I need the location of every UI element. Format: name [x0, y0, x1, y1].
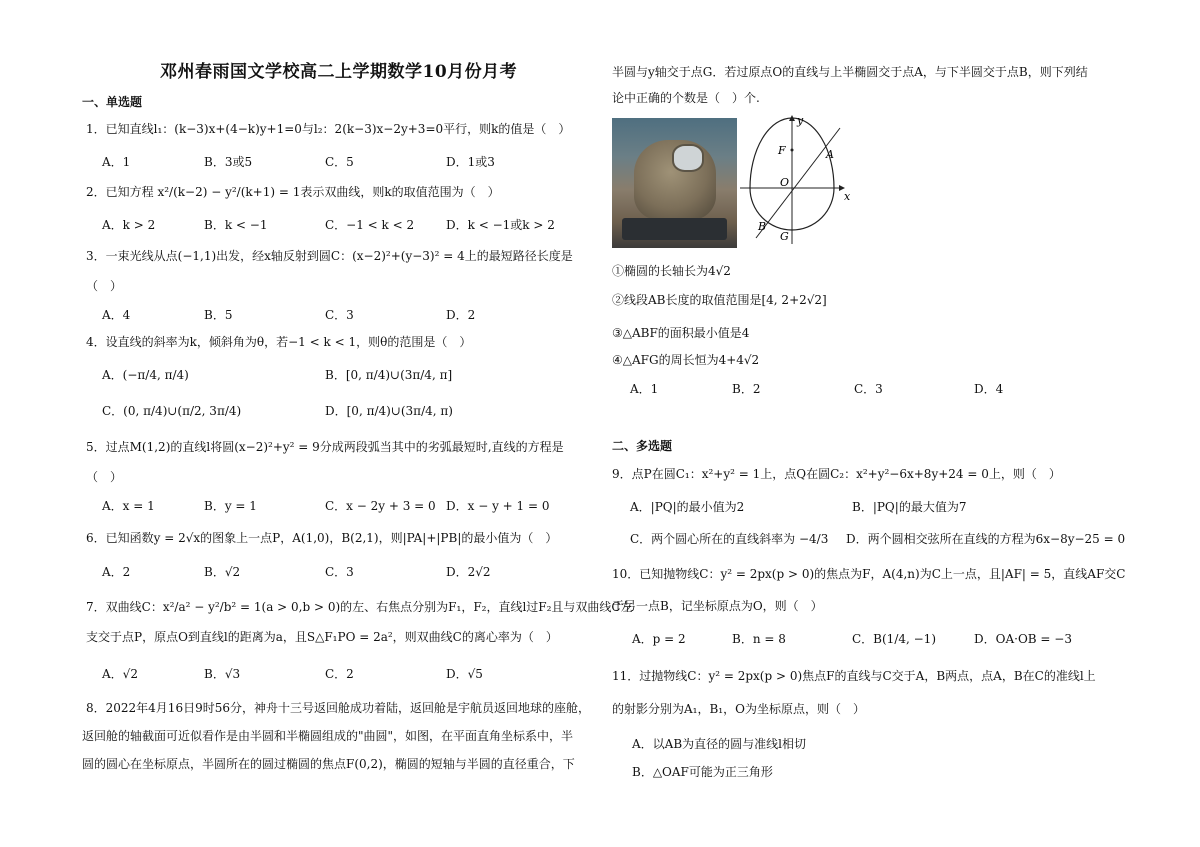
q10-option-a: A．p = 2 — [632, 632, 686, 646]
q8-option-a: A．1 — [630, 382, 659, 396]
q8-option-c: C．3 — [854, 382, 883, 396]
q5-option-a: A．x = 1 — [102, 499, 155, 513]
q7-option-a: A．√2 — [102, 667, 138, 681]
q9-option-a: A．|PQ|的最小值为2 — [630, 500, 745, 514]
q2-option-c: C．−1 < k < 2 — [325, 218, 415, 232]
q7-option-d: D．√5 — [446, 667, 483, 681]
q2-option-a: A．k > 2 — [102, 218, 156, 232]
q1-stem: 1．已知直线l₁：(k−3)x+(4−k)y+1=0与l₂：2(k−3)x−2y+3=0平行，则k的值是（ ） — [86, 122, 571, 136]
q10-option-c: C．B(1/4, −1) — [852, 632, 936, 646]
q5-option-b: B．y = 1 — [204, 499, 257, 513]
label-a: A — [826, 148, 834, 161]
q6-option-c: C．3 — [325, 565, 354, 579]
q11-option-a: A．以AB为直径的圆与准线l相切 — [632, 737, 806, 751]
q7-stem-cont: 支交于点P，原点O到直线l的距离为a，且S△F₁PO = 2a²，则双曲线C的离心率为（ ） — [86, 630, 558, 644]
q6-option-a: A．2 — [102, 565, 131, 579]
q6-option-b: B．√2 — [204, 565, 241, 579]
label-y: y — [797, 114, 804, 127]
q2-option-b: B．k < −1 — [204, 218, 268, 232]
q6-stem: 6．已知函数y = 2√x的图象上一点P，A(1,0)，B(2,1)，则|PA|+|PB|的最小值为（ ） — [86, 531, 558, 545]
q11-stem-cont: 的射影分别为A₁，B₁，O为坐标原点，则（ ） — [612, 702, 865, 716]
q5-stem: 5．过点M(1,2)的直线l将圆(x−2)²+y² = 9分成两段弧当其中的劣弧最短时,直线的方程是 — [86, 440, 564, 454]
q4-option-b: B．[0, π/4)∪(3π/4, π] — [325, 368, 453, 382]
q7-stem: 7．双曲线C：x²/a² − y²/b² = 1(a > 0,b > 0)的左、右焦点分别为F₁，F₂，直线l过F₂且与双曲线C左 — [86, 600, 633, 614]
label-b: B — [758, 220, 767, 233]
q10-option-d: D．OA·OB = −3 — [974, 632, 1072, 646]
q11-option-b: B．△OAF可能为正三角形 — [632, 765, 773, 779]
q5-option-d: D．x − y + 1 = 0 — [446, 499, 550, 513]
q4-option-c: C．(0, π/4)∪(π/2, 3π/4) — [102, 404, 242, 418]
q9-stem: 9．点P在圆C₁：x²+y² = 1上，点Q在圆C₂：x²+y²−6x+8y+24 = 0上，则（ ） — [612, 467, 1061, 481]
label-x: x — [844, 190, 851, 203]
q2-stem: 2．已知方程 x²/(k−2) − y²/(k+1) = 1表示双曲线，则k的取值范围为（ ） — [86, 185, 500, 199]
q1-option-b: B．3或5 — [204, 155, 253, 169]
q8-line-2: 返回舱的轴截面可近似看作是由半圆和半椭圆组成的"曲圆"，如图，在平面直角坐标系中，半 — [82, 729, 574, 743]
q8-right-line-1: 半圆与y轴交于点G．若过原点O的直线与上半椭圆交于点A，与下半圆交于点B，则下列结 — [612, 65, 1088, 79]
section-heading-single: 一、单选题 — [82, 95, 143, 109]
q10-option-b: B．n = 8 — [732, 632, 786, 646]
q5-stem-cont: （ ） — [86, 470, 123, 484]
q8-line-3: 圆的圆心在坐标原点，半圆所在的圆过椭圆的焦点F(0,2)，椭圆的短轴与半圆的直径重合，下 — [82, 757, 575, 771]
q8-option-b: B．2 — [732, 382, 761, 396]
q11-stem: 11．过抛物线C：y² = 2px(p > 0)焦点F的直线与C交于A，B两点，点A，B在C的准线l上 — [612, 669, 1096, 683]
q8-right-line-2: 论中正确的个数是（ ）个. — [612, 91, 760, 105]
q1-option-c: C．5 — [325, 155, 354, 169]
q8-option-d: D．4 — [974, 382, 1004, 396]
q5-option-c: C．x − 2y + 3 = 0 — [325, 499, 436, 513]
capsule-body — [634, 140, 716, 220]
q9-option-b: B．|PQ|的最大值为7 — [852, 500, 967, 514]
q2-option-d: D．k < −1或k > 2 — [446, 218, 555, 232]
q8-statement-4: ④△AFG的周长恒为4+4√2 — [612, 353, 760, 367]
q8-statement-2: ②线段AB长度的取值范围是[4, 2+2√2] — [612, 293, 827, 307]
q8-line-1: 8．2022年4月16日9时56分，神舟十三号返回舱成功着陆，返回舱是宇航员返回地球的座舱， — [86, 701, 590, 715]
q3-stem: 3．一束光线从点(−1,1)出发，经x轴反射到圆C：(x−2)²+(y−3)² = 4上的最短路径长度是 — [86, 249, 573, 263]
q7-option-c: C．2 — [325, 667, 354, 681]
label-o: O — [780, 176, 790, 189]
q9-option-c: C．两个圆心所在的直线斜率为 −4/3 — [630, 532, 829, 546]
q8-statement-3: ③△ABF的面积最小值是4 — [612, 326, 750, 340]
q1-option-d: D．1或3 — [446, 155, 495, 169]
section-heading-multi: 二、多选题 — [612, 439, 673, 453]
q3-option-c: C．3 — [325, 308, 354, 322]
q6-option-d: D．2√2 — [446, 565, 491, 579]
q8-statement-1: ①椭圆的长轴长为4√2 — [612, 264, 731, 278]
q9-option-d: D．两个圆相交弦所在直线的方程为6x−8y−25 = 0 — [846, 532, 1126, 546]
q4-stem: 4．设直线的斜率为k，倾斜角为θ，若−1 < k < 1，则θ的范围是（ ） — [86, 335, 472, 349]
q3-option-a: A．4 — [102, 308, 131, 322]
q4-option-a: A．(−π/4, π/4) — [102, 368, 189, 382]
q7-option-b: B．√3 — [204, 667, 241, 681]
label-g: G — [780, 230, 789, 243]
line-ab — [756, 128, 840, 238]
q4-option-d: D．[0, π/4)∪(3π/4, π) — [325, 404, 453, 418]
q10-stem: 10．已知抛物线C：y² = 2px(p > 0)的焦点为F，A(4,n)为C上一点，且|AF| = 5，直线AF交C — [612, 567, 1126, 581]
focus-point — [791, 149, 794, 152]
q10-stem-cont: 于另一点B，记坐标原点为O，则（ ） — [612, 599, 823, 613]
capsule-hatch — [672, 144, 704, 172]
q3-option-b: B．5 — [204, 308, 233, 322]
capsule-photo — [612, 118, 737, 248]
curved-circle-figure — [740, 112, 870, 252]
capsule-stand — [622, 218, 727, 240]
q3-stem-cont: （ ） — [86, 279, 123, 293]
q1-option-a: A．1 — [102, 155, 131, 169]
page-title: 邓州春雨国文学校高二上学期数学10月份月考 — [160, 62, 518, 82]
q3-option-d: D．2 — [446, 308, 476, 322]
label-f: F — [778, 144, 786, 157]
